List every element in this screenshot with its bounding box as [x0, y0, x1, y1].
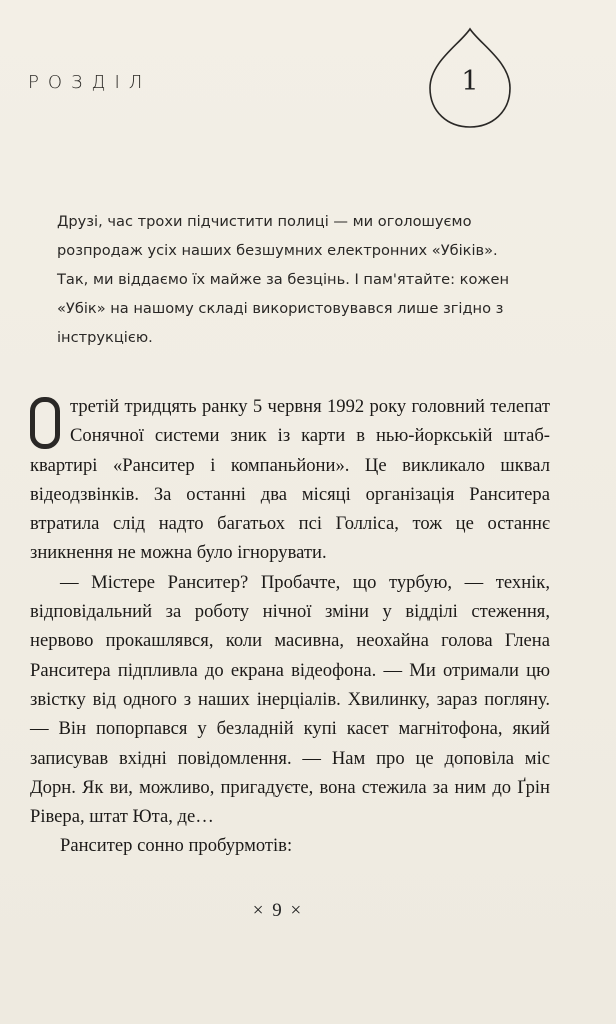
- epigraph: Друзі, час трохи підчистити полиці — ми оголошуємо розпродаж усіх наших безшумних електронних «Убіків». Так, ми віддаємо їх майже за безцінь. І пам'ятайте: кожен «Убік» на нашому складі використовувався лише згідно з інструкцією.: [57, 213, 510, 346]
- paragraph-1: [30, 392, 550, 568]
- chapter-badge: [424, 26, 516, 130]
- paragraph-2: — Містере Ранситер? Пробачте, що турбую, — технік, відповідальний за роботу нічної зміни у відділі стеження, нервово прокашлявся, коли масивна, неохайна голова Глена Ранситера підпливла до екрана відеофона. — Ми отримали цю звістку від одного з наших інерціалів. Хвилинку, зараз погляну. — Він попорпався у безладній купі касет магнітофона, який записував вхідні повідомлення. — Нам про це доповіла міс Дорн. Як ви, можливо, пригадуєте, вона стежила за ним до Ґрін Рівера, штат Юта, де…: [30, 571, 550, 828]
- paragraph-3: Ранситер сонно пробурмотів:: [60, 835, 293, 857]
- chapter-number: 1: [461, 66, 479, 97]
- dropcap-o: [30, 397, 60, 449]
- paragraph-1-text: третій тридцять ранку 5 червня 1992 року головний телепат Сонячної системи зник із карти в нью-йоркській штаб-квартирі «Ранситер і компаньйони». Це викликало шквал відеодзвінків. За останні два місяці організація Ранситера втратила слід надто багатьох псі Голліса, тож це останнє зникнення не можна було ігнорувати.: [30, 396, 550, 564]
- chapter-label: РОЗДІЛ: [28, 72, 152, 93]
- chapter-body: [30, 392, 550, 861]
- page-number: × 9 ×: [252, 900, 304, 921]
